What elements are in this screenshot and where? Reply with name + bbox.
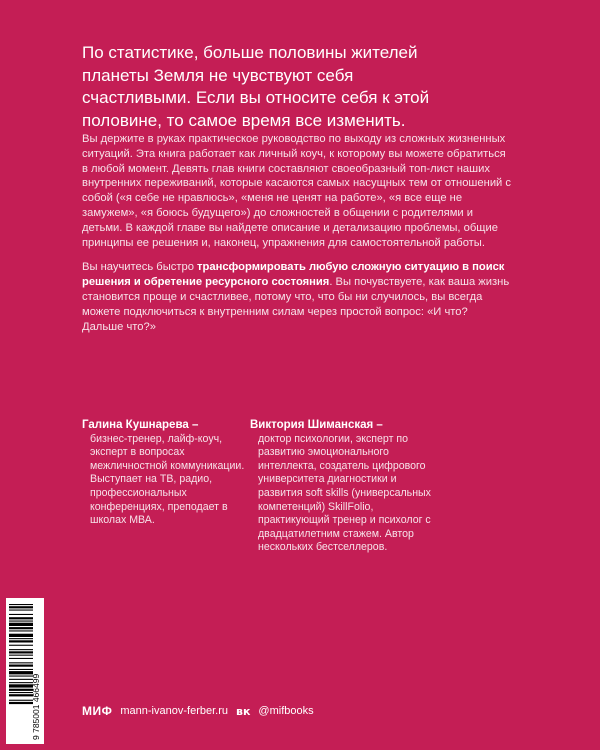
author-description: доктор психологии, эксперт по развитию эмоционального интеллекта, создатель цифрового университета диагностики и развития soft skills (универсальных компетенций) SkillFolio, практикующий тренер и психолог с двадцатилетним стажем. Автор нескольких бестселлеров.	[258, 432, 431, 554]
lead-line-4: половине, то самое время все изменить.	[82, 110, 406, 130]
paragraph-2-start: Вы научитесь быстро	[82, 261, 198, 274]
lead-text	[82, 42, 512, 132]
author-bio-kushnareva	[82, 419, 252, 528]
barcode-graphic	[6, 598, 44, 744]
website-link[interactable]: mann-ivanov-ferber.ru	[120, 705, 228, 717]
mif-logo-text: МИФ	[82, 704, 113, 718]
mif-logo	[82, 704, 112, 718]
lead-line-3: счастливыми. Если вы относите себя к этой	[82, 88, 430, 107]
paragraph-2-end: . Вы почувствуете, как ваша жизнь становится проще и счастливее, потому что, что бы ни случилось, вы всегда можете подключиться к внутренним силам через простой вопрос: «И что? Дальше что?»	[82, 276, 510, 333]
description	[82, 132, 512, 344]
isbn-barcode	[6, 598, 44, 744]
lead-line-1: По статистике, больше половины жителей	[82, 43, 418, 62]
description-paragraph-1: Вы держите в руках практическое руководство по выходу из сложных жизненных ситуаций. Эта книга работает как личный коуч, к которому вы можете обратиться в любой момент. Девять глав книги составляют своеобразный топ-лист наших внутренних переживаний, которые касаются самых насущных тем от отношений с собой («я себе не нравлюсь», «меня не ценят на работе», «я все еще не замужем», «я боюсь будущего») до сложностей в общении с родителями и детьми. В каждой главе вы найдете описание и детализацию проблемы, общие принципы ее решения и, наконец, упражнения для самостоятельной работы.	[82, 133, 512, 249]
publisher-footer	[82, 703, 314, 719]
author-name: Виктория Шиманская –	[250, 419, 383, 431]
isbn-digits: 9 785001 466499	[31, 673, 41, 740]
description-paragraph-2	[82, 260, 512, 334]
vk-icon: вк	[235, 704, 251, 718]
lead-line-2: планеты Земля не чувствуют себя	[82, 65, 354, 85]
social-handle[interactable]: @mifbooks	[258, 705, 314, 717]
author-bio-shimanskaya	[250, 419, 440, 555]
author-name: Галина Кушнарева –	[82, 419, 199, 431]
paragraph-2-highlight: трансформировать любую сложную ситуацию в поиск решения и обретение ресурсного состояния	[82, 261, 505, 289]
author-description: бизнес-тренер, лайф-коуч, эксперт в вопросах межличностной коммуникации. Выступает на ТВ, радио, профессиональных конференциях, преподает в школах МВА.	[90, 432, 245, 527]
